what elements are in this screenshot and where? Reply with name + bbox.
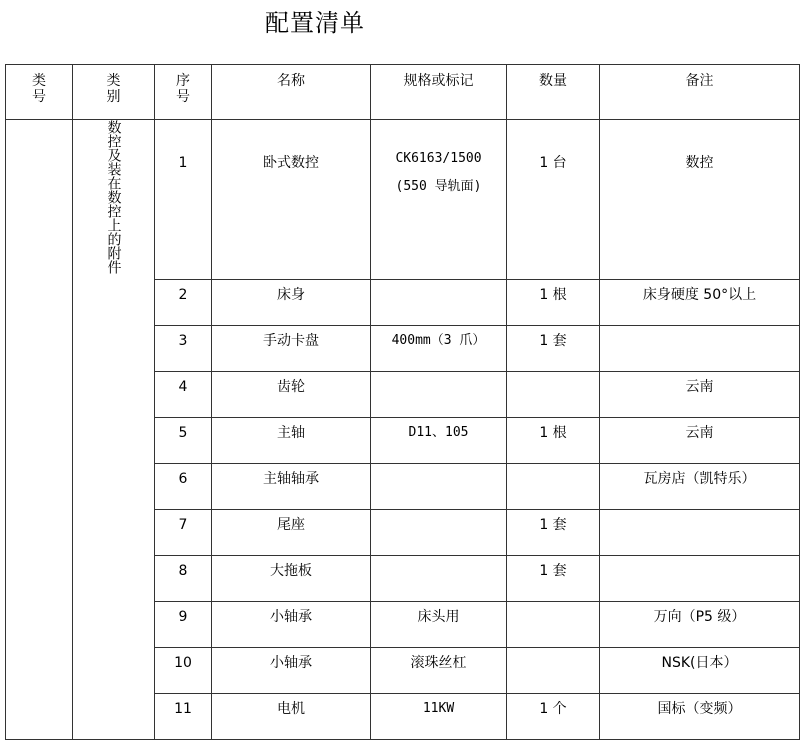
name-value: 尾座 [277,517,305,533]
note-cell [600,326,800,372]
note-value [600,510,799,516]
header-class-no-label: 类号 [32,73,46,105]
seq-cell [155,464,212,510]
qty-value: 1 套 [539,517,567,533]
qty-value: 1 根 [539,287,567,303]
spec-value: 滚珠丝杠 [410,655,467,671]
name-cell [212,372,371,418]
header-seq-label: 序号 [176,73,190,105]
qty-value [507,464,599,470]
name-cell [212,280,371,326]
seq-value: 2 [178,287,188,303]
name-cell [212,326,371,372]
note-value: 国标（变频） [657,701,742,717]
seq-value: 3 [178,333,188,349]
spec-value: D11、105 [408,425,469,440]
name-cell [212,120,371,280]
note-cell [600,510,800,556]
qty-value: 1 套 [539,333,567,349]
configuration-table [5,64,800,740]
note-value: 数控 [685,155,714,171]
name-value: 小轴承 [270,609,312,625]
spec-cell [371,694,507,740]
note-cell [600,120,800,280]
qty-value [507,372,599,378]
name-value: 齿轮 [277,379,305,395]
name-cell [212,648,371,694]
spec-value: 400mm（3 爪） [391,333,486,348]
name-value: 卧式数控 [263,155,319,171]
qty-cell [507,372,600,418]
seq-cell [155,120,212,280]
qty-value: 1 根 [539,425,567,441]
header-class-no [6,65,73,120]
qty-cell [507,602,600,648]
spec-value [371,464,506,470]
category-cell [73,120,155,740]
seq-cell [155,556,212,602]
note-cell [600,602,800,648]
qty-cell [507,464,600,510]
header-note-label: 备注 [685,73,714,89]
qty-value: 1 个 [539,701,567,717]
document-title: 配置清单 [265,9,365,37]
spec-cell [371,602,507,648]
seq-value: 5 [178,425,188,441]
qty-cell [507,648,600,694]
qty-cell [507,694,600,740]
header-category [73,65,155,120]
seq-cell [155,418,212,464]
spec-value-secondary: (550 导轨面) [395,179,482,194]
note-value: 瓦房店（凯特乐） [643,471,756,487]
name-cell [212,602,371,648]
seq-cell [155,694,212,740]
header-name [212,65,371,120]
seq-value: 7 [178,517,188,533]
spec-cell [371,556,507,602]
header-spec-label: 规格或标记 [403,73,474,89]
note-value: 床身硬度 50°以上 [642,287,757,303]
name-cell [212,510,371,556]
note-value: 万向（P5 级） [653,609,746,625]
qty-cell [507,510,600,556]
qty-cell [507,120,600,280]
spec-cell [371,418,507,464]
note-cell [600,694,800,740]
qty-value [507,602,599,608]
seq-cell [155,602,212,648]
seq-cell [155,280,212,326]
note-cell [600,280,800,326]
table-row [6,120,800,280]
seq-value: 4 [178,379,188,395]
spec-cell [371,510,507,556]
name-cell [212,464,371,510]
spec-cell [371,120,507,280]
header-spec [371,65,507,120]
seq-cell [155,510,212,556]
spec-value [371,372,506,378]
header-name-label: 名称 [277,73,305,89]
note-value [600,326,799,332]
category-label: 数控及装在数控上的附件 [105,120,122,274]
table-header-row [6,65,800,120]
seq-cell [155,648,212,694]
header-category-label: 类别 [106,73,121,105]
spec-value: 11KW [422,701,455,716]
header-qty [507,65,600,120]
name-value: 小轴承 [270,655,312,671]
seq-value: 10 [174,655,192,671]
name-value: 电机 [277,701,305,717]
name-value: 大拖板 [270,563,312,579]
seq-value: 8 [178,563,188,579]
spec-value [371,510,506,516]
header-note [600,65,800,120]
note-cell [600,648,800,694]
seq-value: 9 [178,609,188,625]
spec-cell [371,372,507,418]
qty-value: 1 台 [539,155,567,171]
note-cell [600,556,800,602]
spec-value [371,556,506,562]
note-value: 云南 [685,379,714,395]
name-value: 床身 [277,287,305,303]
qty-cell [507,556,600,602]
qty-cell [507,418,600,464]
header-seq [155,65,212,120]
note-value [600,556,799,562]
class-no-cell [6,120,73,740]
spec-cell [371,326,507,372]
spec-value [371,280,506,286]
spec-cell [371,464,507,510]
spec-value: 床头用 [417,609,460,625]
header-qty-label: 数量 [539,73,567,89]
note-value: 云南 [685,425,714,441]
name-value: 主轴轴承 [263,471,319,487]
spec-cell [371,648,507,694]
note-cell [600,372,800,418]
note-cell [600,464,800,510]
seq-value: 11 [174,701,192,717]
name-value: 手动卡盘 [263,333,319,349]
qty-cell [507,280,600,326]
seq-cell [155,372,212,418]
qty-cell [507,326,600,372]
note-value: NSK(日本） [661,655,738,671]
qty-value: 1 套 [539,563,567,579]
spec-block [371,120,506,196]
name-value: 主轴 [277,425,305,441]
seq-value: 6 [178,471,188,487]
name-cell [212,418,371,464]
spec-value: CK6163/1500 [395,151,482,166]
name-cell [212,556,371,602]
qty-value [507,648,599,654]
name-cell [212,694,371,740]
seq-cell [155,326,212,372]
spec-cell [371,280,507,326]
seq-value: 1 [178,155,188,171]
note-cell [600,418,800,464]
